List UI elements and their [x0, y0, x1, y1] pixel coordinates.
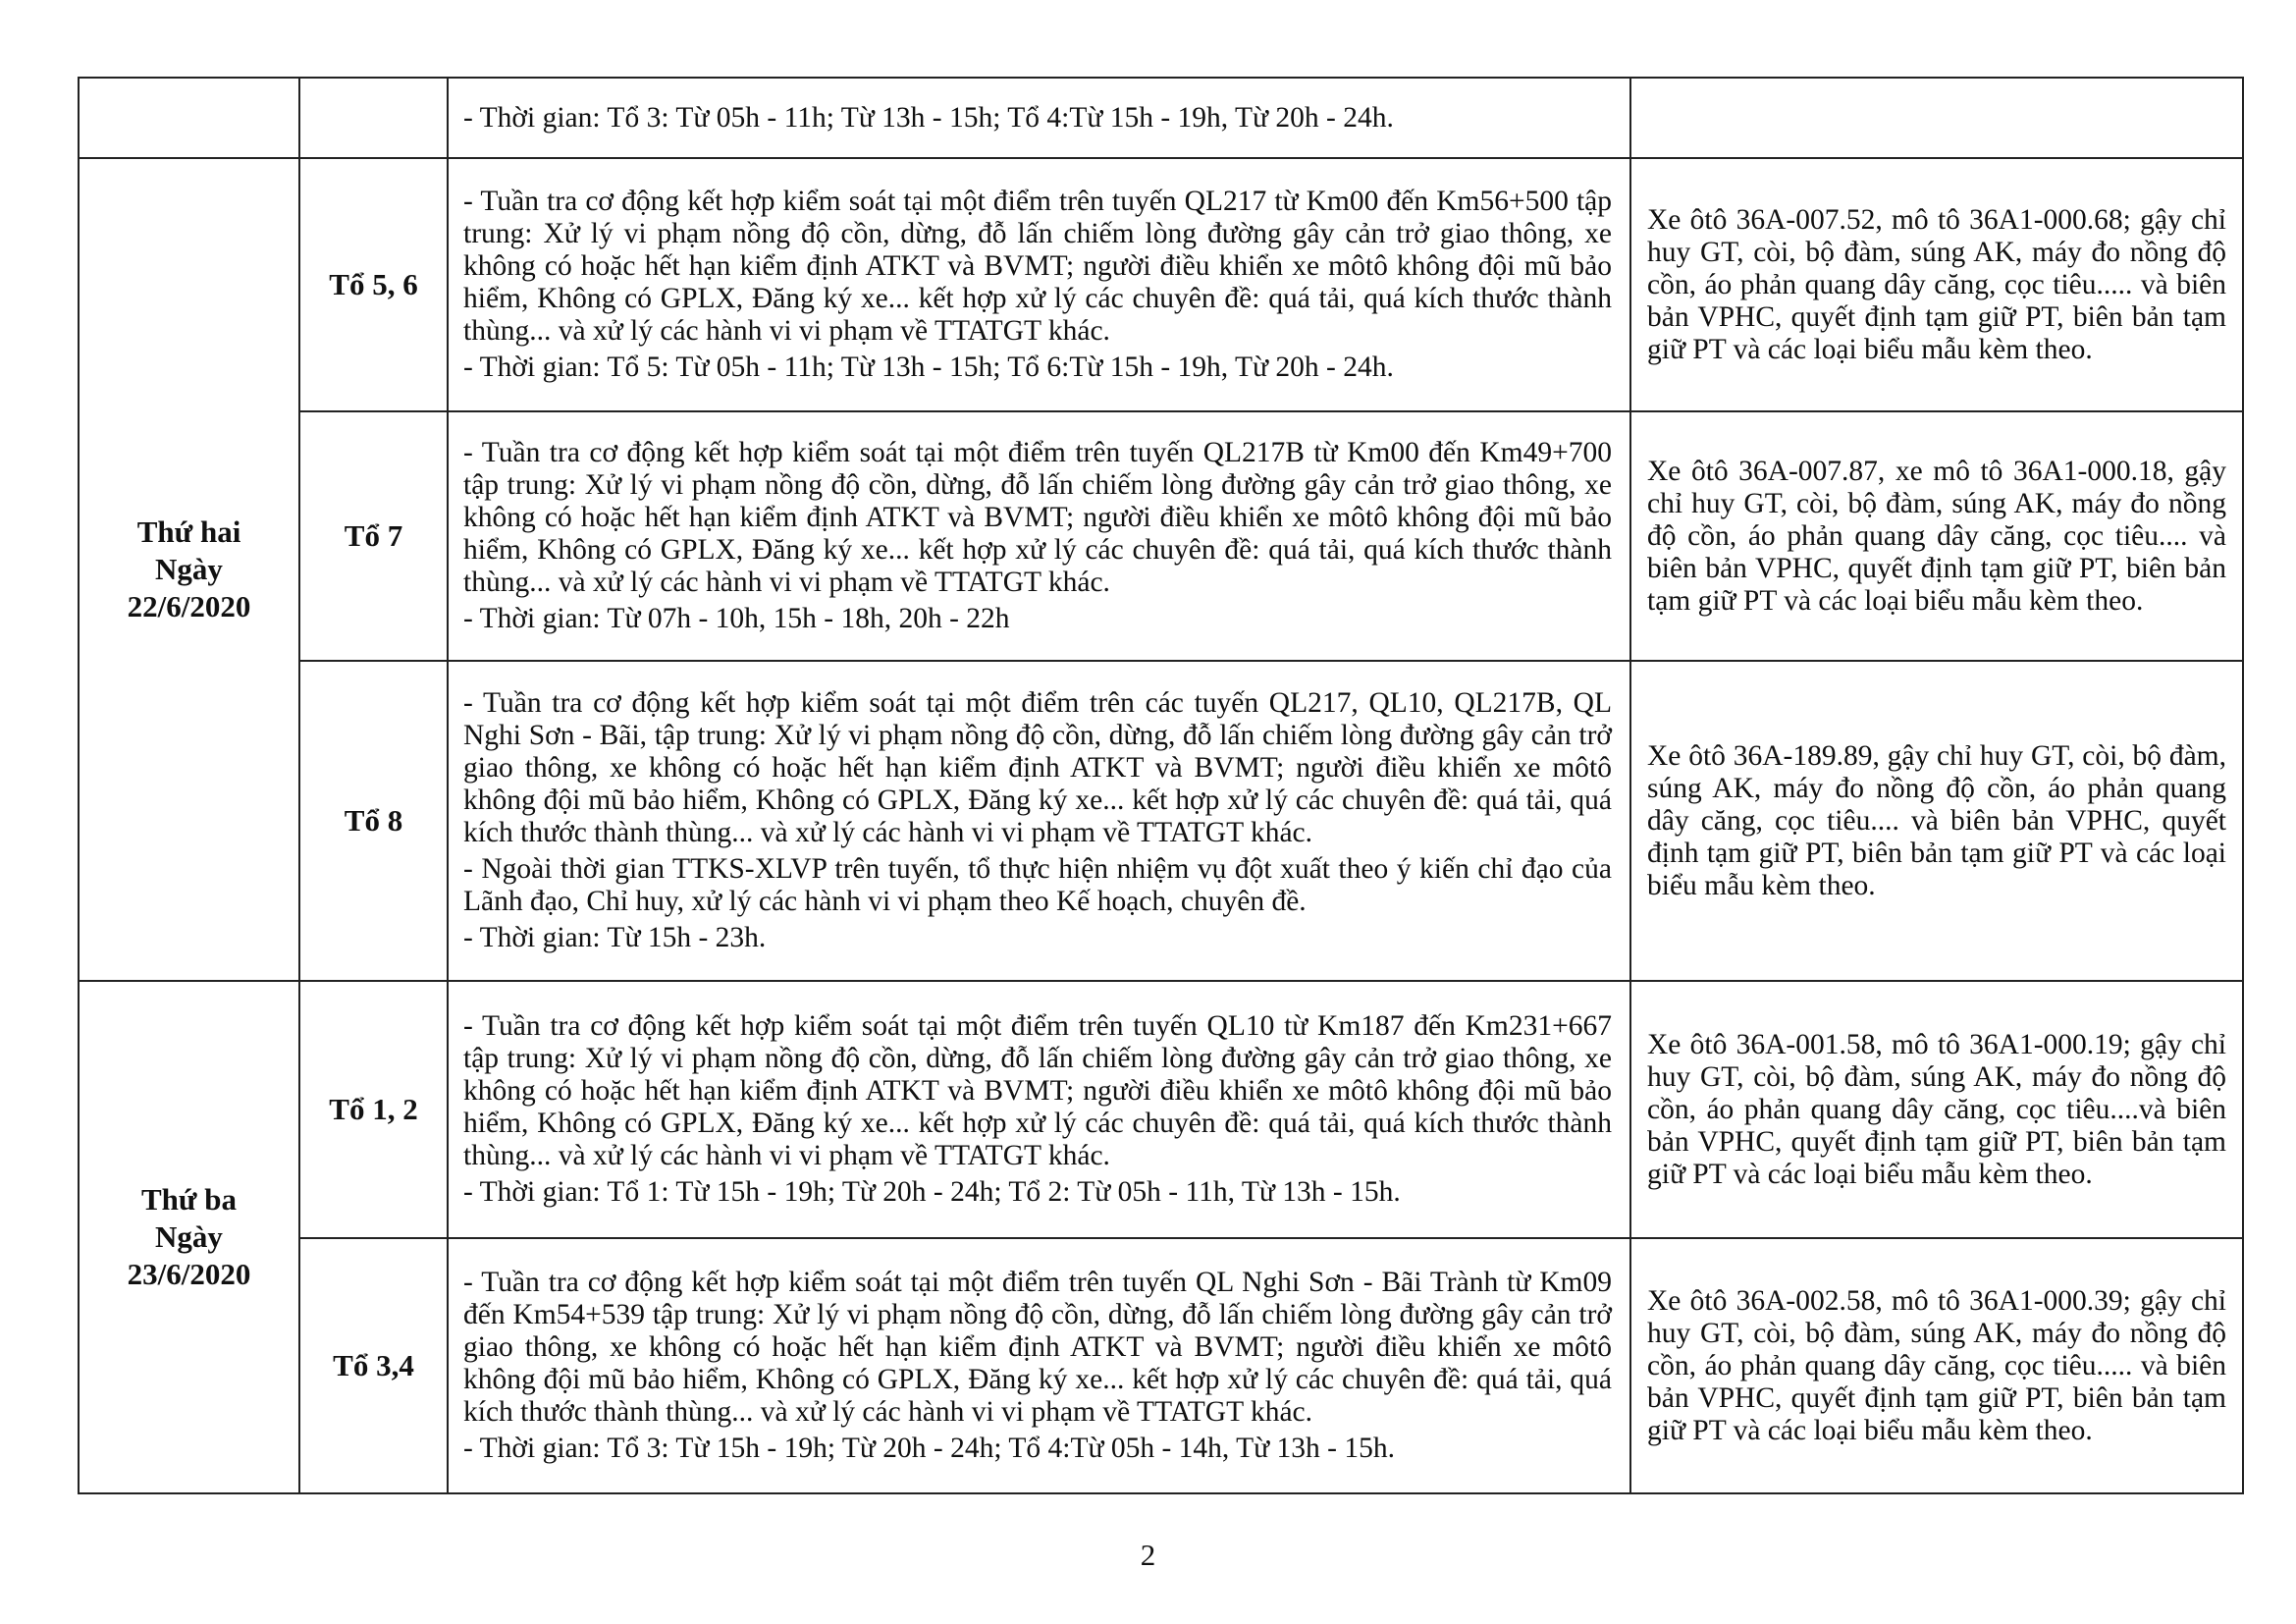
time-text: - Thời gian: Tổ 3: Từ 15h - 19h; Từ 20h - 24h; Tổ 4:Từ 05h - 14h, Từ 13h - 15h.	[463, 1433, 1395, 1464]
equipment-cell: Xe ôtô 36A-189.89, gậy chỉ huy GT, còi, bộ đàm, súng AK, máy đo nồng độ cồn, áo phản quang dây căng, cọc tiêu.... và biên bản VPHC, quyết định tạm giữ PT, biên bản tạm giữ PT và các loại biểu mẫu kèm theo.	[1630, 661, 2243, 981]
team-cell: Tổ 7	[299, 411, 448, 661]
table-row	[79, 1238, 2243, 1493]
day-cell-monday	[79, 158, 299, 981]
date-value: 23/6/2020	[127, 1257, 251, 1291]
task-cell	[448, 158, 1630, 411]
task-cell	[448, 1238, 1630, 1493]
task-cell	[448, 78, 1630, 158]
task-text: - Tuần tra cơ động kết hợp kiểm soát tại một điểm trên tuyến QL217B từ Km00 đến Km49+700 tập trung: Xử lý vi phạm nồng độ cồn, dừng, đỗ lấn chiếm lòng đường gây cản trở giao thông, xe không có hoặc hết hạn kiểm định ATKT và BVMT; người điều khiển xe môtô không đội mũ bảo hiểm, Không có GPLX, Đăng ký xe... kết hợp xử lý các chuyên đề: quá tải, quá kích thước thành thùng... và xử lý các hành vi vi phạm về TTATGT khác.	[463, 437, 1612, 598]
table-row	[79, 661, 2243, 981]
task-text: - Tuần tra cơ động kết hợp kiểm soát tại một điểm trên các tuyến QL217, QL10, QL217B, QL Nghi Sơn - Bãi, tập trung: Xử lý vi phạm nồng độ cồn, dừng, đỗ lấn chiếm lòng đường gây cản trở giao thông, xe không có hoặc hết hạn kiểm định ATKT và BVMT; người điều khiển xe môtô không đội mũ bảo hiểm, Không có GPLX, Đăng ký xe... kết hợp xử lý các chuyên đề: quá tải, quá kích thước thành thùng... và xử lý các hành vi vi phạm về TTATGT khác.	[463, 687, 1612, 848]
date-label: Ngày	[155, 1219, 223, 1254]
equipment-cell: Xe ôtô 36A-007.52, mô tô 36A1-000.68; gậy chỉ huy GT, còi, bộ đàm, súng AK, máy đo nồng độ cồn, áo phản quang dây căng, cọc tiêu..... và biên bản VPHC, quyết định tạm giữ PT, biên bản tạm giữ PT và các loại biểu mẫu kèm theo.	[1630, 158, 2243, 411]
team-cell-empty	[299, 78, 448, 158]
task-text: - Tuần tra cơ động kết hợp kiểm soát tại một điểm trên tuyến QL10 từ Km187 đến Km231+667 tập trung: Xử lý vi phạm nồng độ cồn, dừng, đỗ lấn chiếm lòng đường gây cản trở giao thông, xe không có hoặc hết hạn kiểm định ATKT và BVMT; người điều khiển xe môtô không đội mũ bảo hiểm, Không có GPLX, Đăng ký xe... kết hợp xử lý các chuyên đề: quá tải, quá kích thước thành thùng... và xử lý các hành vi vi phạm về TTATGT khác.	[463, 1010, 1612, 1171]
time-text: - Thời gian: Từ 15h - 23h.	[463, 922, 767, 953]
day-cell-empty	[79, 78, 299, 158]
equipment-cell-empty	[1630, 78, 2243, 158]
task-cell	[448, 411, 1630, 661]
page-number: 2	[1140, 1538, 1156, 1572]
time-text: - Thời gian: Tổ 5: Từ 05h - 11h; Từ 13h - 15h; Tổ 6:Từ 15h - 19h, Từ 20h - 24h.	[463, 352, 1394, 383]
task-text: - Tuần tra cơ động kết hợp kiểm soát tại một điểm trên tuyến QL Nghi Sơn - Bãi Trành từ Km09 đến Km54+539 tập trung: Xử lý vi phạm nồng độ cồn, dừng, đỗ lấn chiếm lòng đường gây cản trở giao thông, xe không có hoặc hết hạn kiểm định ATKT và BVMT; người điều khiển xe môtô không đội mũ bảo hiểm, Không có GPLX, Đăng ký xe... kết hợp xử lý các chuyên đề: quá tải, quá kích thước thành thùng... và xử lý các hành vi vi phạm về TTATGT khác.	[463, 1267, 1612, 1428]
table-row	[79, 158, 2243, 411]
date-value: 22/6/2020	[127, 589, 251, 623]
task-cell	[448, 661, 1630, 981]
day-cell-tuesday	[79, 981, 299, 1493]
equipment-cell: Xe ôtô 36A-002.58, mô tô 36A1-000.39; gậy chỉ huy GT, còi, bộ đàm, súng AK, máy đo nồng độ cồn, áo phản quang dây căng, cọc tiêu..... và biên bản VPHC, quyết định tạm giữ PT, biên bản tạm giữ PT và các loại biểu mẫu kèm theo.	[1630, 1238, 2243, 1493]
weekday-label: Thứ hai	[136, 514, 241, 549]
task-cell	[448, 981, 1630, 1238]
task-text: - Tuần tra cơ động kết hợp kiểm soát tại một điểm trên tuyến QL217 từ Km00 đến Km56+500 tập trung: Xử lý vi phạm nồng độ cồn, dừng, đỗ lấn chiếm lòng đường gây cản trở giao thông, xe không có hoặc hết hạn kiểm định ATKT và BVMT; người điều khiển xe môtô không đội mũ bảo hiểm, Không có GPLX, Đăng ký xe... kết hợp xử lý các chuyên đề: quá tải, quá kích thước thành thùng... và xử lý các hành vi vi phạm về TTATGT khác.	[463, 186, 1612, 347]
team-cell: Tổ 5, 6	[299, 158, 448, 411]
weekday-label: Thứ ba	[140, 1182, 237, 1217]
team-cell: Tổ 3,4	[299, 1238, 448, 1493]
table-row	[79, 981, 2243, 1238]
table-row-continuation	[79, 78, 2243, 158]
equipment-cell: Xe ôtô 36A-007.87, xe mô tô 36A1-000.18, gậy chỉ huy GT, còi, bộ đàm, súng AK, máy đo nồng độ cồn, áo phản quang dây căng, cọc tiêu.... và biên bản VPHC, quyết định tạm giữ PT, biên bản tạm giữ PT và các loại biểu mẫu kèm theo.	[1630, 411, 2243, 661]
schedule-table	[78, 77, 2244, 1494]
team-cell: Tổ 8	[299, 661, 448, 981]
equipment-cell: Xe ôtô 36A-001.58, mô tô 36A1-000.19; gậy chỉ huy GT, còi, bộ đàm, súng AK, máy đo nồng độ cồn, áo phản quang dây căng, cọc tiêu....và biên bản VPHC, quyết định tạm giữ PT, biên bản tạm giữ PT và các loại biểu mẫu kèm theo.	[1630, 981, 2243, 1238]
time-text: - Thời gian: Tổ 3: Từ 05h - 11h; Từ 13h - 15h; Tổ 4:Từ 15h - 19h, Từ 20h - 24h.	[463, 101, 1394, 134]
note-text: - Ngoài thời gian TTKS-XLVP trên tuyến, tổ thực hiện nhiệm vụ đột xuất theo ý kiến chỉ đạo của Lãnh đạo, Chỉ huy, xử lý các hành vi vi phạm theo Kế hoạch, chuyên đề.	[463, 853, 1612, 917]
table-row	[79, 411, 2243, 661]
time-text: - Thời gian: Tổ 1: Từ 15h - 19h; Từ 20h - 24h; Tổ 2: Từ 05h - 11h, Từ 13h - 15h.	[463, 1176, 1401, 1208]
time-text: - Thời gian: Từ 07h - 10h, 15h - 18h, 20h - 22h	[463, 603, 1010, 634]
date-label: Ngày	[155, 552, 223, 586]
team-cell: Tổ 1, 2	[299, 981, 448, 1238]
